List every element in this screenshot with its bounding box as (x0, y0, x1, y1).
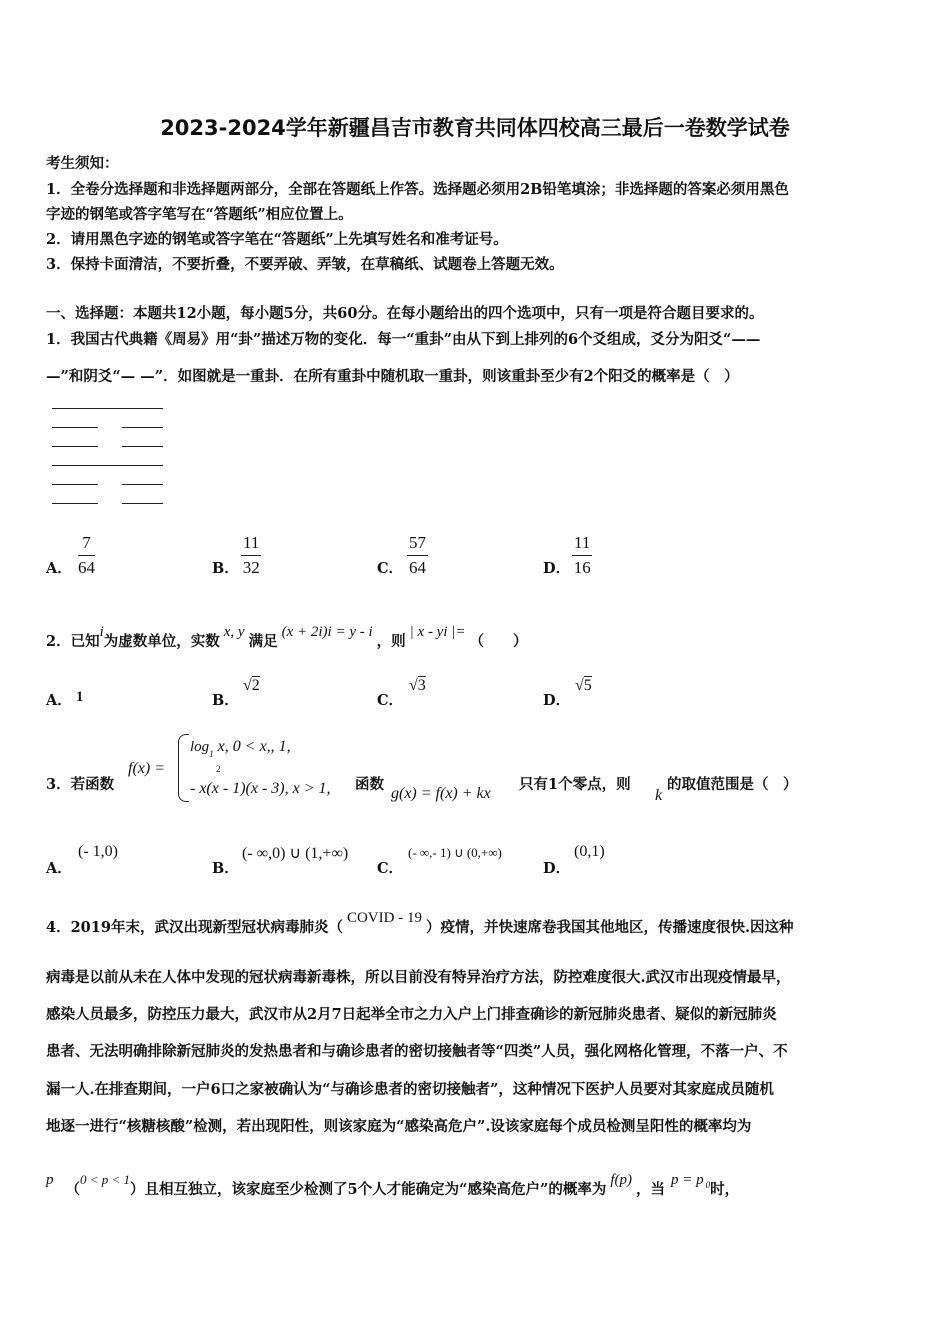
p0-subscript: 0 (705, 1180, 711, 1190)
yin-line-right (122, 427, 163, 428)
exam-title: 2023-2024学年新疆昌吉市教育共同体四校高三最后一卷数学试卷 (160, 116, 790, 140)
notice-line-1a: 1．全卷分选择题和非选择题两部分，全部在答题纸上作答。选择题必须用2B铅笔填涂；非选择题的答案必须用黑色 (46, 181, 789, 198)
denominator: 16 (573, 558, 591, 577)
q4-text-line-7 (46, 1172, 740, 1199)
yin-line-right (122, 446, 163, 447)
q4-text: ，当 (636, 1181, 665, 1198)
q3-text-end: 的取值范围是（ ） (667, 776, 798, 793)
yin-line-left (52, 446, 98, 447)
q1-text-line-2: —”和阴爻“— —”．如图就是一重卦．在所有重卦中随机取一重卦，则该重卦至少有2个阳爻的概率是（ ） (46, 368, 739, 385)
q1-option-c-fraction (407, 533, 428, 578)
q2-text: 满足 (248, 633, 278, 650)
denominator: 64 (78, 558, 95, 577)
q2-option-a-label: A． (46, 692, 72, 709)
q2-option-d-sqrt: √5 (575, 677, 592, 694)
log-base-numerator: 1 (209, 749, 214, 759)
p-condition: 0 < p < 1 (80, 1172, 131, 1187)
q3-option-b-value: (- ∞,0) ∪ (1,+∞) (242, 845, 349, 862)
q3-option-a-label: A． (46, 860, 72, 877)
notice-heading: 考生须知： (46, 155, 119, 172)
q3-fx: f(x) = (128, 760, 165, 777)
q4-text-line-2: 病毒是以前从未在人体中发现的冠状病毒新毒株，所以目前没有特异治疗方法，防控难度很大.武汉市出现疫情最早， (46, 969, 791, 986)
q4-text: （ (65, 1181, 80, 1198)
q2-equation: (x + 2i)i = y - i (281, 624, 373, 640)
yang-line (52, 465, 163, 466)
yin-line-right (122, 503, 163, 504)
covid-name: COVID - 19 (346, 910, 422, 926)
radicand: 3 (417, 677, 426, 694)
q2-option-d-label: D． (543, 692, 571, 709)
yang-line (52, 408, 163, 409)
q2-text: ，则 (376, 633, 406, 650)
q1-option-b-label: B． (212, 560, 239, 577)
q2-text: 为虚数单位，实数 (103, 633, 220, 650)
section-heading: 一、选择题：本题共12小题，每小题5分，共60分。在每小题给出的四个选项中，只有一项是符合题目要求的。 (46, 305, 764, 322)
q4-text: ）且相互独立，该家庭至少检测了5个人才能确定为“感染高危户”的概率为 (130, 1181, 607, 1198)
p-equals: p = p (671, 1172, 704, 1188)
numerator: 11 (241, 533, 261, 556)
q3-option-c-label: C． (377, 860, 404, 877)
q4-text: 时， (710, 1181, 740, 1198)
numerator: 57 (407, 533, 428, 556)
q3-gx: g(x) = f(x) + kx (391, 785, 491, 802)
variables-xy: x, y (223, 624, 245, 640)
q4-text-line-5: 漏一人.在排查期间，一户6口之家被确认为“与确诊患者的密切接触者”，这种情况下医护人员要对其家庭成员随机 (46, 1081, 774, 1098)
q3-case-2: - x(x - 1)(x - 3), x > 1, (190, 780, 331, 797)
q2-option-c-sqrt: √3 (409, 677, 426, 694)
yin-line-left (52, 484, 98, 485)
q2-text: 2．已知 (46, 633, 100, 650)
notice-line-3: 3．保持卡面清洁，不要折叠，不要弄破、弄皱，在草稿纸、试题卷上答题无效。 (46, 256, 564, 273)
case-1-condition: x, 0 < x,, 1, (213, 738, 291, 755)
q2-option-a-value: 1 (76, 689, 84, 705)
q4-text: ）疫情，并快速席卷我国其他地区，传播速度很快.因这种 (425, 919, 794, 936)
q1-option-d-fraction (572, 533, 592, 578)
q3-option-d-label: D． (543, 860, 571, 877)
radicand: 5 (583, 677, 592, 694)
q2-bracket: （ ） (469, 633, 528, 650)
log-symbol: log (190, 739, 210, 755)
q3-text-function: 函数 (355, 776, 384, 793)
q3-option-d-value: (0,1) (574, 843, 605, 860)
denominator: 32 (242, 558, 260, 577)
q1-option-b-fraction (241, 533, 261, 578)
imaginary-unit: i (99, 624, 104, 640)
q3-text-start: 3．若函数 (46, 776, 115, 793)
radicand: 2 (251, 677, 260, 694)
q2-option-b-label: B． (212, 692, 239, 709)
numerator: 11 (572, 533, 592, 556)
q3-k: k (655, 787, 663, 804)
q3-option-b-label: B． (212, 860, 239, 877)
q2-modulus: | x - yi |= (409, 624, 466, 640)
numerator: 7 (78, 533, 95, 556)
probability-p: p (46, 1172, 54, 1188)
q2-option-b-sqrt: √2 (243, 677, 260, 694)
yin-line-left (52, 503, 98, 504)
yin-line-left (52, 427, 98, 428)
q2-option-c-label: C． (377, 692, 404, 709)
q3-option-c-value: (- ∞,- 1) ∪ (0,+∞) (408, 845, 502, 860)
denominator: 64 (409, 558, 426, 577)
notice-line-1b: 字迹的钢笔或答字笔写在“答题纸”相应位置上。 (46, 206, 353, 223)
q4-text-line-1 (46, 910, 794, 937)
notice-line-2: 2．请用黑色字迹的钢笔或答字笔在“答题纸”上先填写姓名和准考证号。 (46, 231, 508, 248)
piecewise-brace (178, 734, 189, 802)
q3-text-zero: 只有1个零点，则 (519, 776, 631, 793)
q4-text-line-6: 地逐一进行“核糖核酸”检测，若出现阳性，则该家庭为“感染高危户”.设该家庭每个成员检测呈阳性的概率均为 (46, 1118, 752, 1135)
log-base-denominator: 2 (216, 764, 221, 774)
yin-line-right (122, 484, 163, 485)
q1-option-a-fraction (78, 533, 95, 578)
q4-text: 4．2019年末，武汉出现新型冠状病毒肺炎（ (46, 919, 343, 936)
q3-case-1 (190, 738, 291, 759)
q3-option-a-value: (- 1,0) (78, 843, 118, 860)
q4-text-line-4: 患者、无法明确排除新冠肺炎的发热患者和与确诊患者的密切接触者等“四类”人员，强化网格化管理，不落一户、不 (46, 1043, 788, 1060)
q1-option-a-label: A． (46, 560, 72, 577)
function-fp: f(p) (610, 1172, 632, 1188)
q2-stem (46, 624, 528, 651)
q1-option-d-label: D． (543, 560, 571, 577)
q1-text-line-1: 1．我国古代典籍《周易》用“卦”描述万物的变化．每一“重卦”由从下到上排列的6个爻组成，爻分为阳爻“—— (46, 331, 761, 348)
q4-text-line-3: 感染人员最多，防控压力最大，武汉市从2月7日起举全市之力入户上门排查确诊的新冠肺炎患者、疑似的新冠肺炎 (46, 1006, 777, 1023)
q1-option-c-label: C． (377, 560, 404, 577)
